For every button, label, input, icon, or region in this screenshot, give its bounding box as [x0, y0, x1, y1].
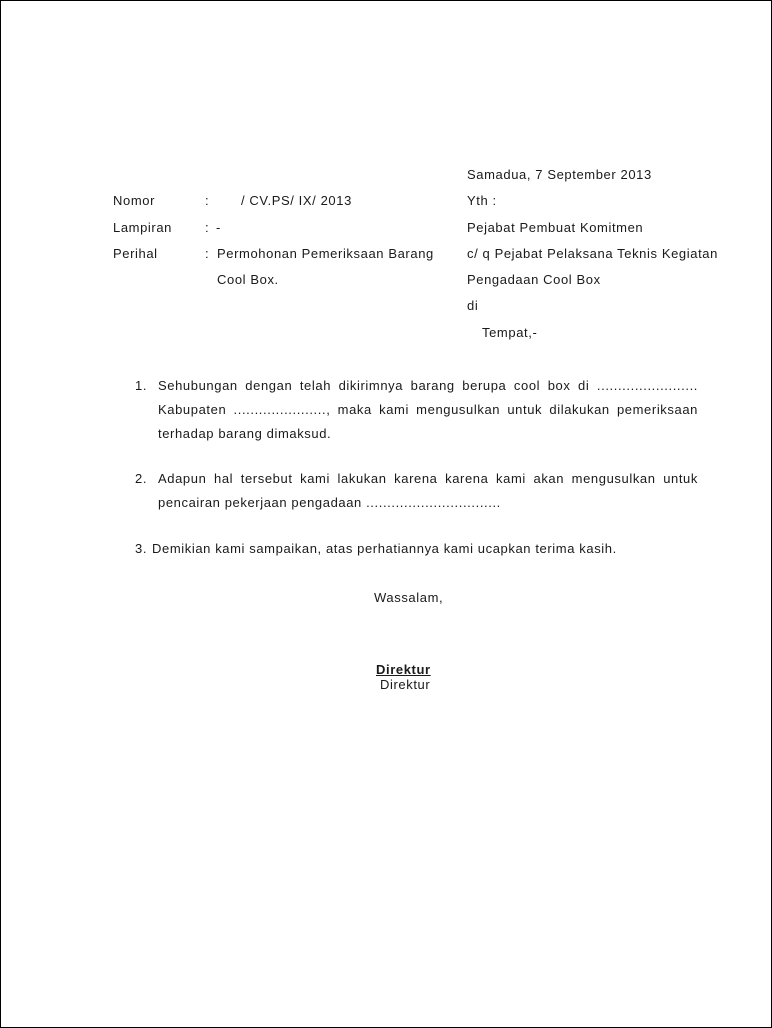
recipient-line-4: di — [467, 298, 479, 313]
paragraph-3-text: Demikian kami sampaikan, atas perhatiannya kami ucapkan terima kasih. — [152, 541, 617, 556]
signature-title: Direktur — [380, 677, 431, 692]
nomor-separator: : — [205, 193, 210, 208]
lampiran-separator: : — [205, 220, 210, 235]
nomor-value: / CV.PS/ IX/ 2013 — [241, 193, 352, 208]
paragraph-1-text: Sehubungan dengan telah dikirimnya barang berupa cool box di ........................ Kabupaten ......................, maka kami mengusulkan untuk dilakukan pemeriksaan terhadap barang dimaksud. — [158, 378, 698, 441]
signature-name: Direktur — [376, 662, 431, 677]
paragraph-1-number: 1. — [135, 378, 148, 393]
recipient-yth: Yth : — [467, 193, 497, 208]
recipient-line-3: Pengadaan Cool Box — [467, 272, 601, 287]
lampiran-value: - — [216, 220, 221, 235]
recipient-line-5: Tempat,- — [482, 325, 538, 340]
closing-salutation: Wassalam, — [374, 590, 444, 605]
perihal-separator: : — [205, 246, 210, 261]
recipient-line-1: Pejabat Pembuat Komitmen — [467, 220, 644, 235]
paragraph-3-number: 3. — [135, 541, 148, 556]
perihal-value-line-2: Cool Box. — [217, 272, 279, 287]
letter-date: Samadua, 7 September 2013 — [467, 167, 652, 182]
perihal-value-line-1: Permohonan Pemeriksaan Barang — [217, 246, 434, 261]
recipient-line-2: c/ q Pejabat Pelaksana Teknis Kegiatan — [467, 246, 718, 261]
lampiran-label: Lampiran — [113, 220, 172, 235]
nomor-label: Nomor — [113, 193, 156, 208]
paragraph-2-text: Adapun hal tersebut kami lakukan karena karena kami akan mengusulkan untuk pencairan pekerjaan pengadaan ................................ — [158, 471, 698, 510]
perihal-label: Perihal — [113, 246, 158, 261]
paragraph-2-number: 2. — [135, 471, 148, 486]
